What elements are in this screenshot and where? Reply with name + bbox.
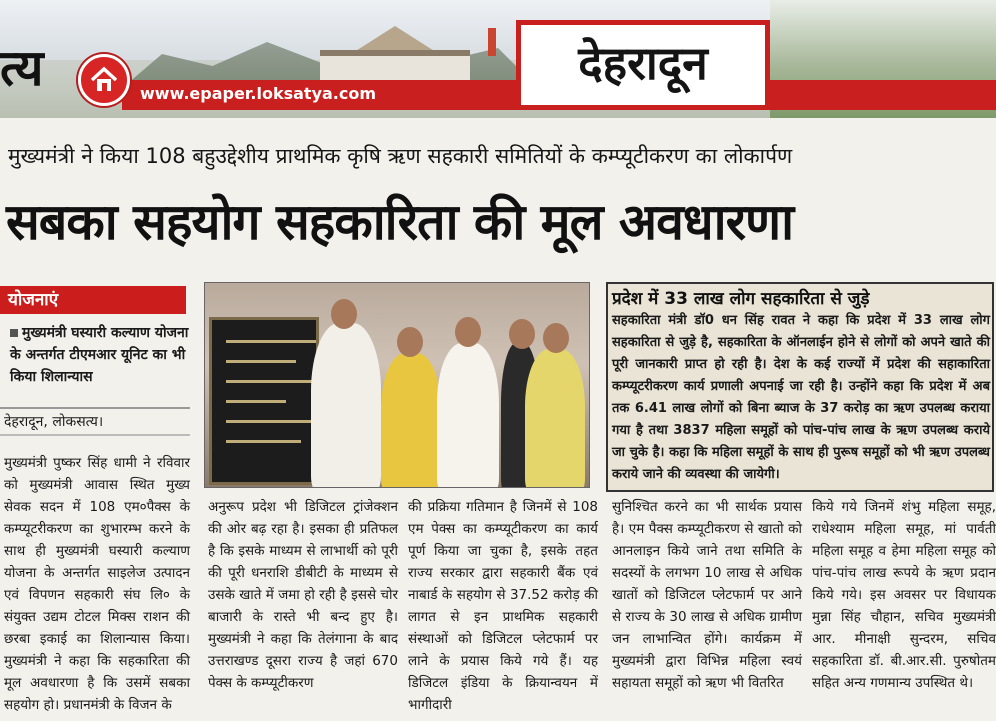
site-url[interactable]: www.epaper.loksatya.com (140, 84, 377, 103)
city-name: देहरादून (578, 36, 708, 90)
event-photo (204, 282, 590, 488)
home-icon[interactable] (78, 54, 130, 106)
bullet-square-icon (10, 329, 18, 337)
city-box (516, 20, 770, 110)
box-title: प्रदेश में 33 लाख लोग सहकारिता से जुड़े (612, 289, 870, 309)
sub-headline-text: मुख्यमंत्री घस्यारी कल्याण योजना के अन्तर्गत टीएमआर यूनिट का भी किया शिलान्यास (10, 325, 189, 385)
article-column-5: किये गये जिनमें शंभु महिला समूह, राधेश्याम महिला समूह, मां पार्वती महिला समूह व हेमा महिला समूह को पांच-पांच लाख रूपये के ऋण प्रदान किये गये। इस अवसर पर विधायक मुन्ना सिंह चौहान, सचिव मुख्यमंत्री आर. मीनाक्षी सुन्दरम, सचिव सहकारिता डॉ. बी.आर.सी. पुरुषोतम सहित अन्य गणमान्य उपस्थित थे। (812, 499, 996, 691)
article-column-4: सुनिश्चित करने का भी सार्थक प्रयास है। एम पैक्स कम्प्यूटीकरण से खातो को आनलाइन किये जाने तथा समिति के सदस्यों के लगभग 10 लाख से अधिक खातों को डिजिटल प्लेटफार्म पर आने से राज्य के 30 लाख से अधिक ग्रामीण जन लाभान्वित होंगे। कार्यक्रम में मुख्यमंत्री द्वारा विभिन्न महिला स्वयं सहायता समूहों को ऋण भी वितरित (612, 499, 802, 691)
article-column-1: मुख्यमंत्री पुष्कर सिंह धामी ने रविवार को मुख्यमंत्री आवास स्थित मुख्य सेवक सदन में 108 एम०पैक्स के कम्प्यूटरीकरण का शुभारम्भ करने के साथ ही मुख्यमंत्री घस्यारी कल्याण योजना के अन्तर्गत साइलेज उत्पादन एवं विपणन सहकारी संघ लि० के संयुक्त उद्यम टोटल मिक्स राशन की छरबा इकाई का शिलान्यास किया। मुख्यमंत्री ने कहा कि सहकारिता की मूल अवधारणा है कि उसमें सबका सहयोग हो। प्रधानमंत्री के विजन के (4, 455, 190, 713)
article-column-2: अनुरूप प्रदेश भी डिजिटल ट्रांजेक्शन की ओर बढ़ रहा है। इसका ही प्रतिफल है कि इसके माध्यम से लाभार्थी को पूरी की पूरी धनराशि डीबीटी के माध्यम से उसके खाते में जमा हो रही है इससे चोर बाजारी के रास्ते भी बन्द हुए है। मुख्यमंत्री ने कहा कि तेलंगाना के बाद उत्तराखण्ड दूसरा राज्य है जहां 670 पेक्स के कम्प्यूटीकरण (208, 499, 398, 691)
divider (0, 434, 190, 436)
dateline: देहरादून, लोकसत्य। (4, 414, 104, 430)
red-strip (770, 80, 996, 110)
article-column-3: की प्रक्रिया गतिमान है जिनमें से 108 एम पेक्स का कम्प्यूटीकरण का कार्य पूर्ण किया जा चुका है, इसके तहत राज्य सरकार द्वारा सहकारी बैंक एवं नाबार्ड के सहयोग से 37.52 करोड़ की लागत से इन प्राथमिक सहकारी संस्थाओं को डिजिटल प्लेटफार्म पर लाने के प्रयास किये गये हैं। यह डिजिटल इंडिया के क्रियान्वयन में भागीदारी (408, 499, 598, 713)
plaque-image (209, 317, 319, 485)
box-text: सहकारिता मंत्री डॉ0 धन सिंह रावत ने कहा कि प्रदेश में 33 लाख लोग सहकारिता से जुड़े है, सहकारिता के ऑनलाईन होने से लोगों को अपने खाते की पूरी जानकारी प्राप्त हो रही है। देश के कई राज्यों में प्रदेश की सहाकारिता कम्प्यूटरीकरण कार्य प्रणाली अपनाई जा रही है। उन्होंने कहा कि प्रदेश में अब तक 6.41 लाख लोगों को बिना ब्याज के 37 करोड़ का ऋण उपलब्ध कराया गया है तथा 3837 महिला समूहों को पांच-पांच लाख के ऋण उपलब्ध कराये जा चुके है। कहा कि महिला समूहों के साथ ही पुरूष समूहों को भी ऋण उपलब्ध कराये जाने की व्यवस्था की जायेगी। (612, 313, 990, 482)
masthead-temple-image (300, 18, 500, 88)
section-label: योजनाएं (8, 290, 59, 310)
sub-headline (10, 322, 190, 388)
logo-fragment: त्य (0, 39, 44, 97)
article-kicker: मुख्यमंत्री ने किया 108 बहुउद्देशीय प्राथमिक कृषि ऋण सहकारी समितियों के कम्प्यूटीकरण का लोकार्पण (8, 144, 793, 168)
divider (0, 407, 190, 409)
article-headline: सबका सहयोग सहकारिता की मूल अवधारणा (6, 193, 794, 251)
